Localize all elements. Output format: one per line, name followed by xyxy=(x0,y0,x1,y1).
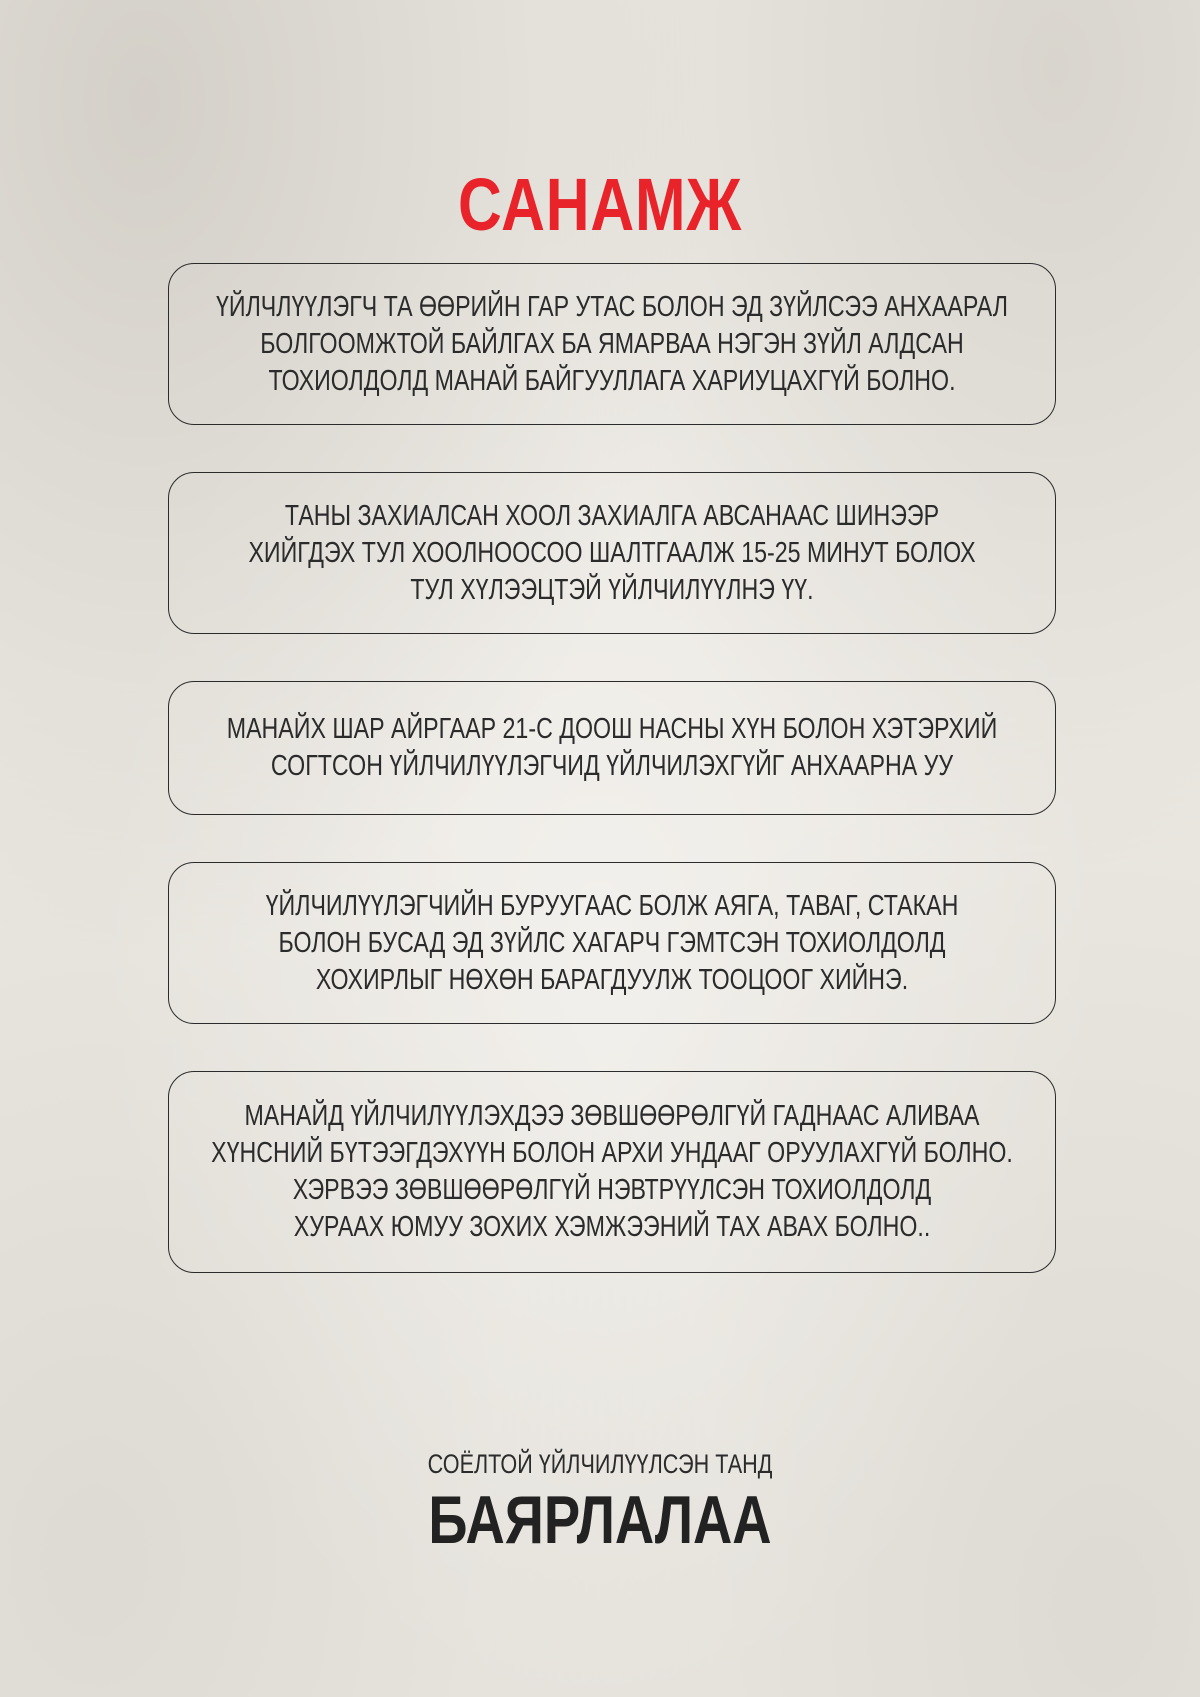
notice-box xyxy=(168,1071,1056,1273)
page-title: САНАМЖ xyxy=(457,163,743,246)
notice-text: ҮЙЛЧИЛҮҮЛЭГЧИЙН БУРУУГААС БОЛЖ АЯГА, ТАВАГ, СТАКАН БОЛОН БУСАД ЭД ЗҮЙЛС ХАГАРЧ ГЭМТСЭН ТОХИОЛДОЛД ХОХИРЛЫГ НӨХӨН БАРАГДУУЛЖ ТООЦООГ ХИЙНЭ. xyxy=(265,889,959,996)
notice-box xyxy=(168,472,1056,634)
notice-text: МАНАЙХ ШАР АЙРГААР 21-С ДООШ НАСНЫ ХҮН БОЛОН ХЭТЭРХИЙ СОГТСОН ҮЙЛЧИЛҮҮЛЭГЧИД ҮЙЛЧИЛЭХГҮЙГ АНХААРНА УУ xyxy=(226,713,998,782)
notice-text: МАНАЙД ҮЙЛЧИЛҮҮЛЭХДЭЭ ЗӨВШӨӨРӨЛГҮЙ ГАДНААС АЛИВАА ХҮНСНИЙ БҮТЭЭГДЭХҮҮН БОЛОН АРХИ УНДААГ ОРУУЛАХГҮЙ БОЛНО. ХЭРВЭЭ ЗӨВШӨӨРӨЛГҮЙ НЭВТРҮҮЛСЭН ТОХИОЛДОЛД ХУРААХ ЮМУУ ЗОХИХ ХЭМЖЭЭНИЙ ТАХ АВАХ БОЛНО.. xyxy=(211,1100,1013,1243)
notice-box xyxy=(168,681,1056,815)
notice-text: ҮЙЛЧЛҮҮЛЭГЧ ТА ӨӨРИЙН ГАР УТАС БОЛОН ЭД ЗҮЙЛСЭЭ АНХААРАЛ БОЛГООМЖТОЙ БАЙЛГАХ БА ЯМАРВАА НЭГЭН ЗҮЙЛ АЛДСАН ТОХИОЛДОЛД МАНАЙ БАЙГУУЛЛАГА ХАРИУЦАХГҮЙ БОЛНО. xyxy=(216,290,1008,397)
notice-box xyxy=(168,263,1056,425)
footer-subtitle: СОЁЛТОЙ ҮЙЛЧИЛҮҮЛСЭН ТАНД xyxy=(427,1449,773,1479)
notice-text: ТАНЫ ЗАХИАЛСАН ХООЛ ЗАХИАЛГА АВСАНААС ШИНЭЭР ХИЙГДЭХ ТУЛ ХООЛНООСОО ШАЛТГААЛЖ 15-25 МИНУТ БОЛОХ ТУЛ ХҮЛЭЭЦТЭЙ ҮЙЛЧИЛҮҮЛНЭ ҮҮ. xyxy=(248,499,976,606)
footer-thanks: БАЯРЛАЛАА xyxy=(428,1482,772,1558)
notice-box xyxy=(168,862,1056,1024)
